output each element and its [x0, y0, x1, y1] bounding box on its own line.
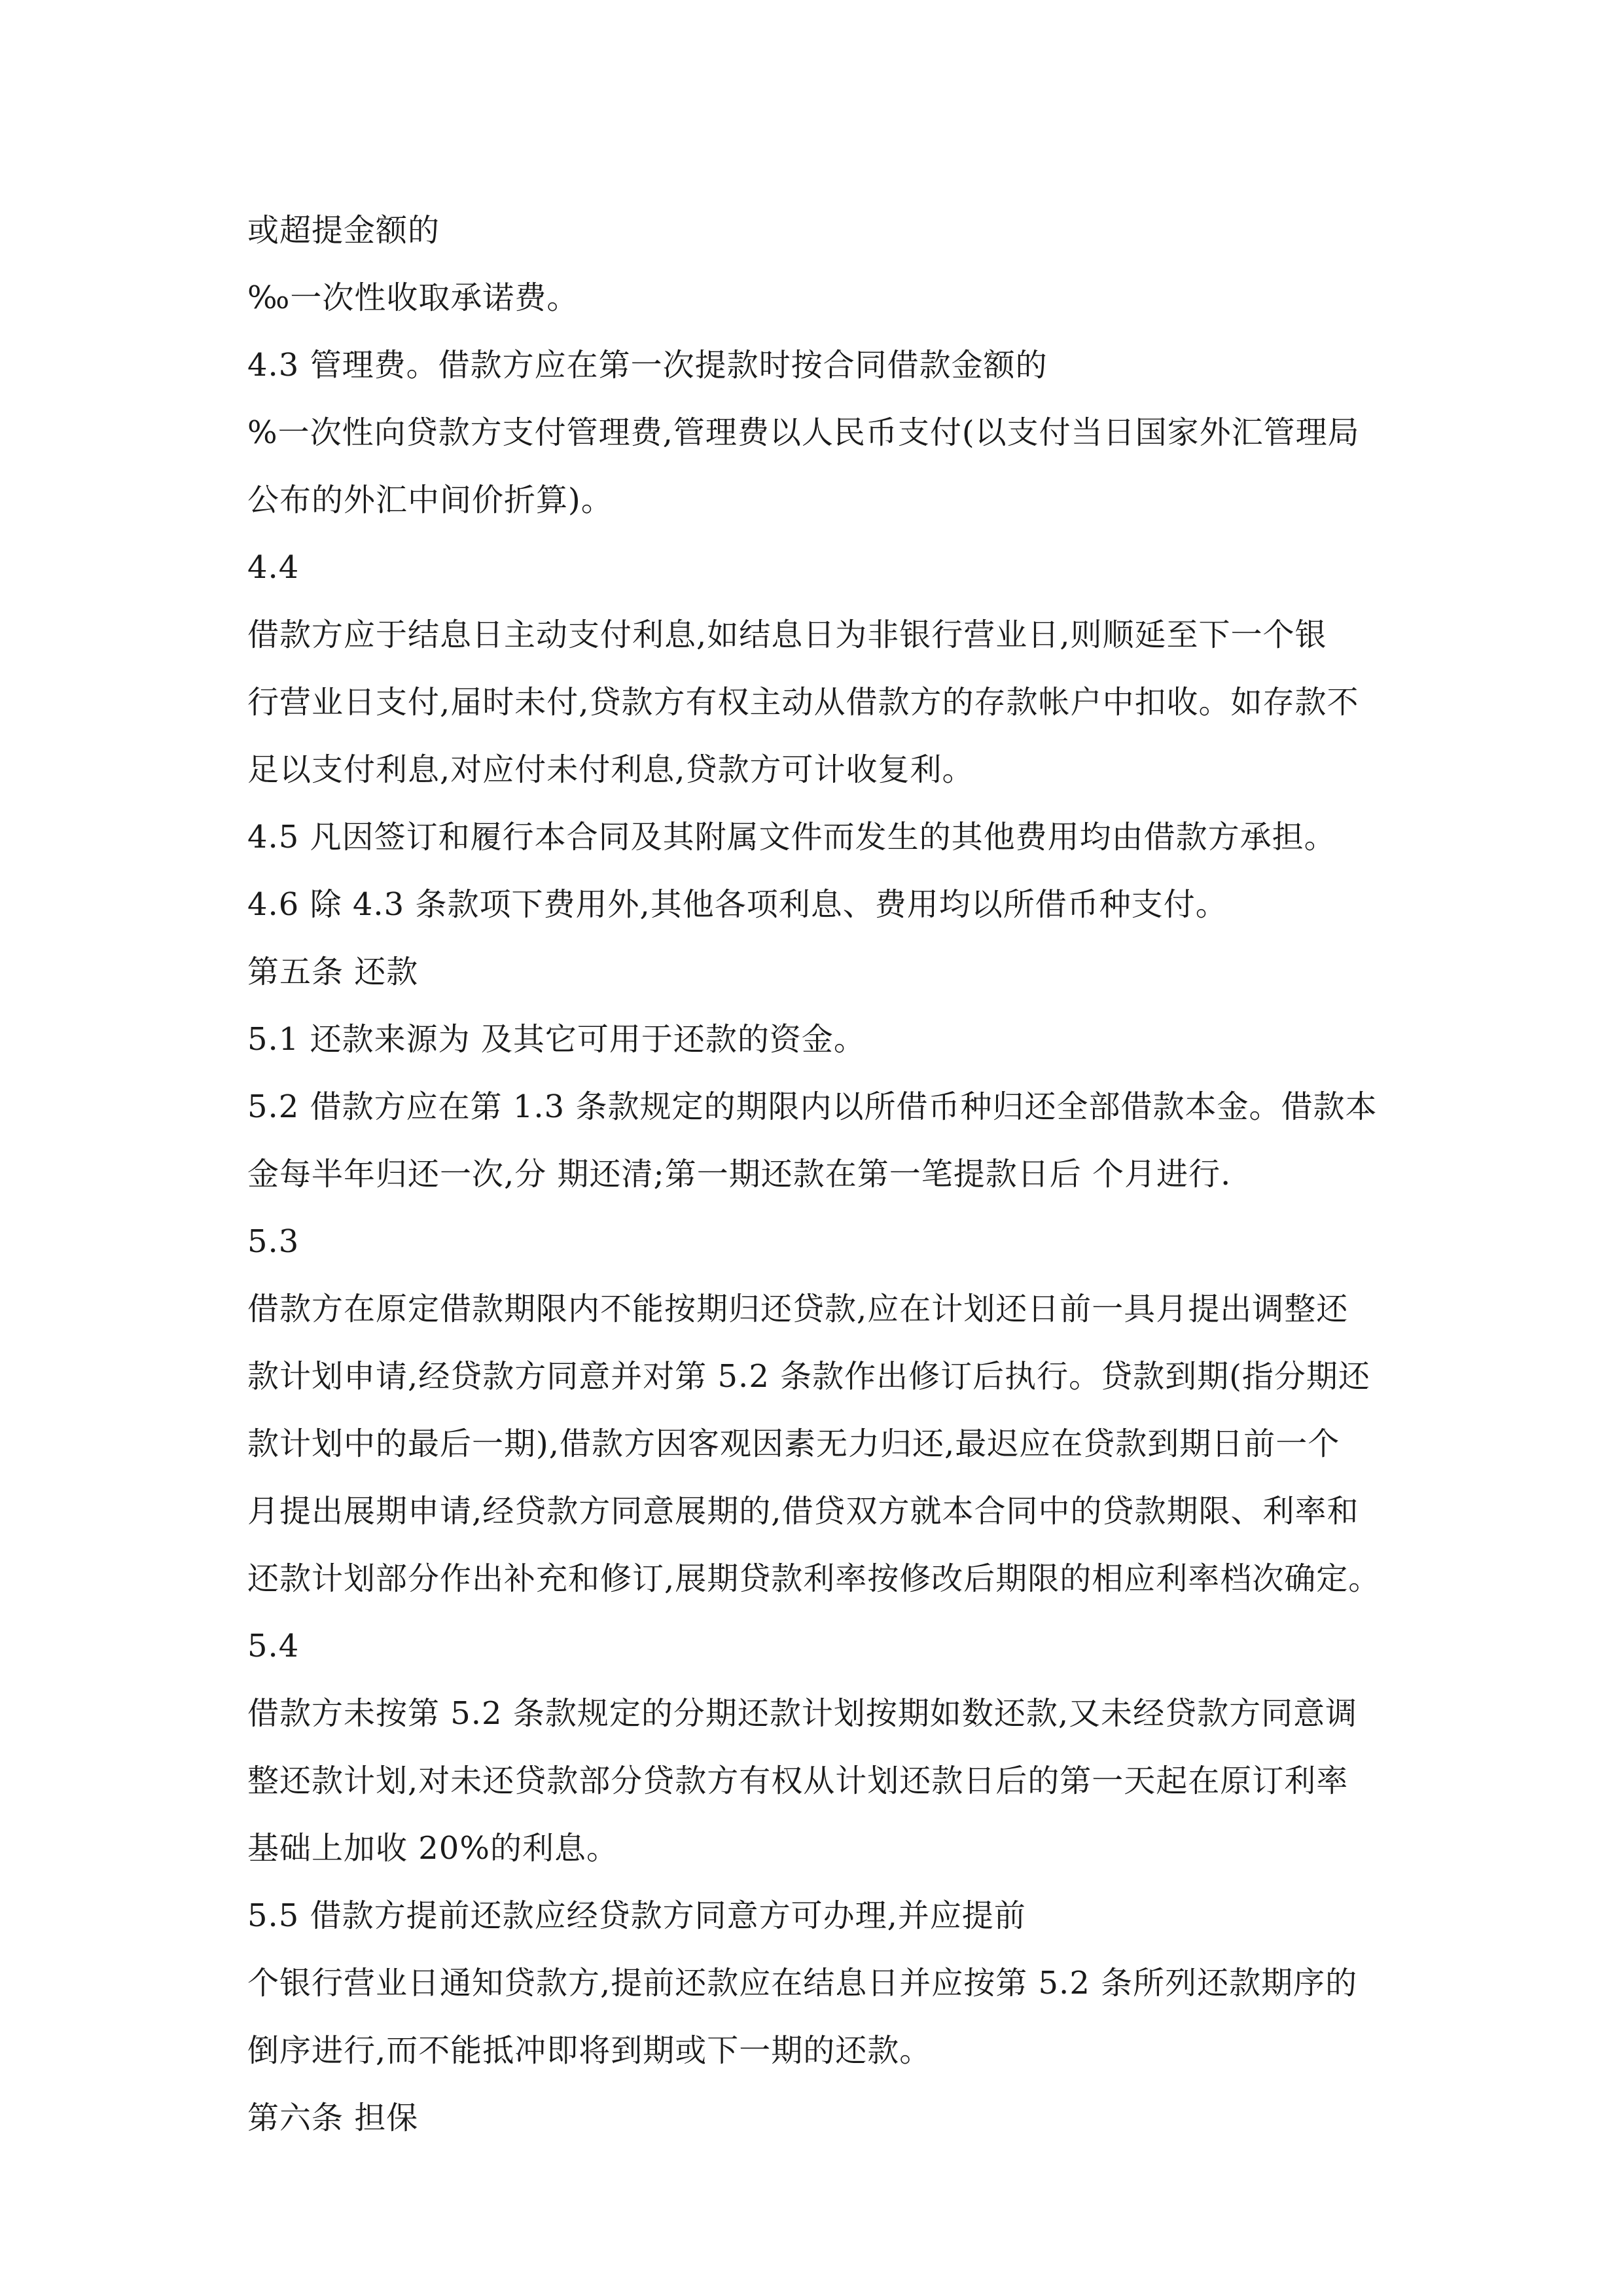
text-line: 整还款计划,对未还贷款部分贷款方有权从计划还款日后的第一天起在原订利率	[247, 1763, 1349, 1799]
text-line: 5.4	[247, 1628, 300, 1664]
text-line: 月提出展期申请,经贷款方同意展期的,借贷双方就本合同中的贷款期限、利率和	[247, 1493, 1359, 1530]
text-line: 倒序进行,而不能抵冲即将到期或下一期的还款。	[247, 2032, 932, 2069]
text-line: 还款计划部分作出补充和修订,展期贷款利率按修改后期限的相应利率档次确定。	[247, 1560, 1381, 1597]
text-line: 5.3	[247, 1223, 300, 1260]
text-line: 5.2 借款方应在第 1.3 条款规定的期限内以所借币种归还全部借款本金。借款本	[247, 1088, 1378, 1125]
section-heading: 第五条 还款	[247, 954, 419, 990]
text-line: 足以支付利息,对应付未付利息,贷款方可计收复利。	[247, 751, 974, 788]
text-line: 4.3 管理费。借款方应在第一次提款时按合同借款金额的	[247, 347, 1048, 384]
text-line: 基础上加收 20%的利息。	[247, 1830, 618, 1867]
text-line: 行营业日支付,届时未付,贷款方有权主动从借款方的存款帐户中扣收。如存款不	[247, 684, 1359, 721]
text-line: 款计划中的最后一期),借款方因客观因素无力归还,最迟应在贷款到期日前一个	[247, 1426, 1340, 1462]
text-line: 4.5 凡因签订和履行本合同及其附属文件而发生的其他费用均由借款方承担。	[247, 819, 1336, 855]
text-line: 5.1 还款来源为 及其它可用于还款的资金。	[247, 1021, 866, 1058]
text-line: 4.4	[247, 549, 300, 586]
text-line: 借款方应于结息日主动支付利息,如结息日为非银行营业日,则顺延至下一个银	[247, 617, 1327, 653]
text-line: 4.6 除 4.3 条款项下费用外,其他各项利息、费用均以所借币种支付。	[247, 886, 1228, 923]
text-line: 借款方未按第 5.2 条款规定的分期还款计划按期如数还款,又未经贷款方同意调	[247, 1695, 1358, 1732]
text-line: 5.5 借款方提前还款应经贷款方同意方可办理,并应提前	[247, 1897, 1026, 1934]
text-line: 个银行营业日通知贷款方,提前还款应在结息日并应按第 5.2 条所列还款期序的	[247, 1965, 1358, 2001]
text-line: 金每半年归还一次,分 期还清;第一期还款在第一笔提款日后 个月进行.	[247, 1156, 1232, 1193]
text-line: %一次性向贷款方支付管理费,管理费以人民币支付(以支付当日国家外汇管理局	[247, 414, 1360, 451]
text-line: 借款方在原定借款期限内不能按期归还贷款,应在计划还日前一具月提出调整还	[247, 1291, 1349, 1327]
text-line: 款计划申请,经贷款方同意并对第 5.2 条款作出修订后执行。贷款到期(指分期还	[247, 1358, 1370, 1395]
text-line: 或超提金额的	[247, 212, 440, 249]
section-heading: 第六条 担保	[247, 2100, 419, 2136]
text-line: 公布的外汇中间价折算)。	[247, 482, 613, 518]
text-line: ‰一次性收取承诺费。	[247, 279, 579, 316]
